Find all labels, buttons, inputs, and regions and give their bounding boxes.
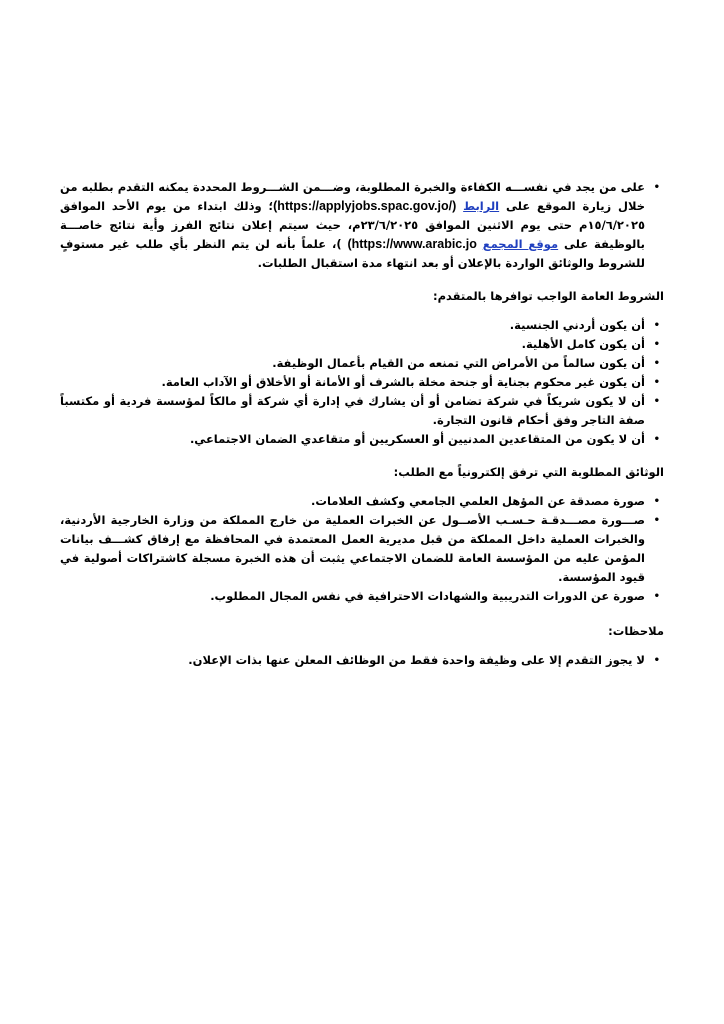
intro-paragraph bbox=[60, 178, 664, 273]
list-item bbox=[60, 492, 664, 511]
documents-list bbox=[60, 492, 664, 606]
document-text: صـــورة مصـــدقـة حـسـب الأصــول عن الخبرات العملية من خارج المملكة من وزارة الخارجية الأردنية، والخبرات العملية داخل المملكة من قبل مديرية العمل المعتمدة في المحافظة مع إرفاق كشـــف بيانات المؤمن عليه من المؤسسة العامة للضمان الاجتماعي يثبت أن هذه الخبرة مسجلة كاشتراكات أصولية في قيود المؤسسة. bbox=[60, 513, 645, 584]
intro-text-part2: ؛ وذلك ابتداء من يوم الأحد الموافق ١٥/٦/٢٠٢٥م حتى يوم الاثنين الموافق ٢٣/٦/٢٠٢٥م، حيث سيتم إعلان نتائج الفرز وأية نتائج خاصـــة بالوظيفة على bbox=[60, 199, 645, 251]
condition-text: أن يكون أردني الجنسية. bbox=[509, 318, 645, 332]
note-text: لا يجوز التقدم إلا على وظيفة واحدة فقط من الوظائف المعلن عنها بذات الإعلان. bbox=[188, 653, 645, 667]
general-conditions-list bbox=[60, 316, 664, 449]
document-text: صورة عن الدورات التدريبية والشهادات الاحترافية في نفس المجال المطلوب. bbox=[210, 589, 645, 603]
apply-url: (https://applyjobs.spac.gov.jo/) bbox=[273, 199, 457, 213]
bullet-icon: • bbox=[653, 591, 660, 602]
list-item bbox=[60, 392, 664, 430]
condition-text: أن يكون كامل الأهلية. bbox=[521, 337, 645, 351]
bullet-icon: • bbox=[653, 396, 660, 407]
notes-list bbox=[60, 651, 664, 670]
bullet-icon: • bbox=[653, 320, 660, 331]
list-item bbox=[60, 430, 664, 449]
list-item bbox=[60, 335, 664, 354]
bullet-icon: • bbox=[653, 496, 660, 507]
bullet-icon: • bbox=[653, 339, 660, 350]
list-item bbox=[60, 316, 664, 335]
list-item bbox=[60, 354, 664, 373]
document-page bbox=[60, 178, 664, 670]
bullet-icon: • bbox=[653, 515, 660, 526]
academy-site-link[interactable]: موقع المجمع bbox=[482, 237, 559, 251]
bullet-icon: • bbox=[653, 358, 660, 369]
bullet-icon: • bbox=[653, 655, 660, 666]
documents-heading: الوثائق المطلوبة التي ترفق إلكترونياً مع الطلب: bbox=[393, 465, 664, 479]
condition-text: أن يكون غير محكوم بجناية أو جنحة مخلة بالشرف أو الأمانة أو الأخلاق أو الآداب العامة. bbox=[161, 375, 645, 389]
academy-url: (https://www.arabic.jo bbox=[347, 237, 477, 251]
list-item bbox=[60, 587, 664, 606]
condition-text: أن لا يكون شريكاً في شركة تضامن أو أن يشارك في إدارة أي شركة أو مالكاً لمؤسسة فردية أو مكتسباً صفة التاجر وفق أحكام قانون التجارة. bbox=[60, 394, 645, 427]
list-item bbox=[60, 511, 664, 587]
bullet-icon: • bbox=[653, 434, 660, 445]
condition-text: أن لا يكون من المتقاعدين المدنيين أو العسكريين أو متقاعدي الضمان الاجتماعي. bbox=[189, 432, 645, 446]
condition-text: أن يكون سالماً من الأمراض التي تمنعه من القيام بأعمال الوظيفة. bbox=[272, 356, 645, 370]
list-item bbox=[60, 651, 664, 670]
intro-text-part3: )، علماً بأنه لن يتم النظر بأي طلب غير مستوفٍ للشروط والوثائق الواردة بالإعلان أو بعد انتهاء مدة استقبال الطلبات. bbox=[60, 237, 645, 270]
intro-list bbox=[60, 178, 664, 273]
intro-text-part1: على من يجد في نفســـه الكفاءة والخبرة المطلوبة، وضـــمن الشـــروط المحددة يمكنه التقدم بطلبه من خلال زيارة الموقع على bbox=[60, 180, 645, 213]
bullet-icon: • bbox=[653, 377, 660, 388]
document-text: صورة مصدقة عن المؤهل العلمي الجامعي وكشف العلامات. bbox=[311, 494, 645, 508]
bullet-icon: • bbox=[653, 182, 660, 193]
general-conditions-heading: الشروط العامة الواجب توافرها بالمتقدم: bbox=[432, 289, 664, 303]
notes-heading: ملاحظات: bbox=[608, 624, 664, 638]
apply-link[interactable]: الرابط bbox=[463, 199, 500, 213]
list-item bbox=[60, 373, 664, 392]
